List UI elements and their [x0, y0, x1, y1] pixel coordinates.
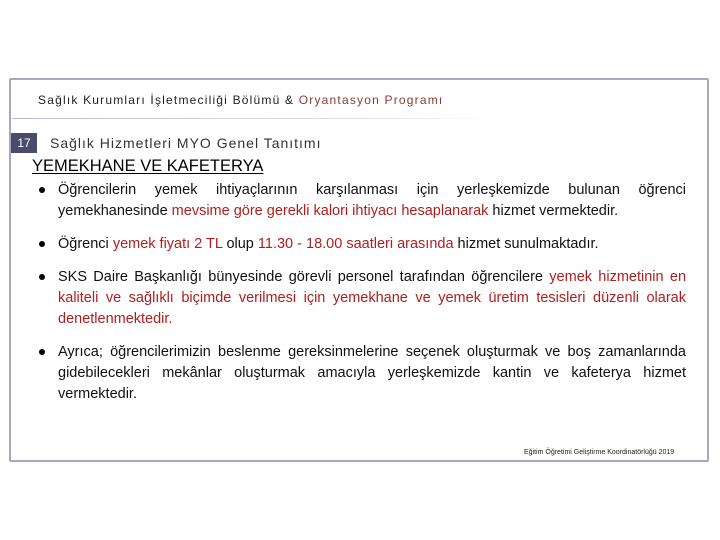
highlight-text: yemek fiyatı 2 TL: [112, 236, 223, 252]
header-title-accent: Oryantasyon Programı: [298, 93, 444, 107]
bullet-item: Öğrencilerin yemek ihtiyaçlarının karşılanması için yerleşkemizde bulunan öğrenci yemekhanesinde mevsime göre gerekli kalori ihtiyacı hesaplanarak hizmet vermektedir.: [36, 180, 686, 222]
highlight-text: 11.30 - 18.00 saatleri arasında: [257, 236, 454, 252]
bullet-item: Ayrıca; öğrencilerimizin beslenme gereksinmelerine seçenek oluşturmak ve boş zamanlarında gidebilecekleri mekânlar oluşturmak amacıyla yerleşkemizde kantin ve kafeterya hizmet vermektedir.: [36, 342, 686, 405]
header-divider: [12, 118, 492, 119]
highlight-text: mevsime göre gerekli kalori ihtiyacı hesaplanarak: [171, 203, 489, 219]
bullet-list: [36, 180, 686, 417]
highlight-text: yemek hizmetinin en kaliteli ve sağlıklı biçimde verilmesi için yemekhane ve yemek üretim tesisleri düzenli olarak denetlenmektedir.: [58, 269, 687, 327]
page-number-badge: 17: [11, 133, 37, 153]
bullet-dot-icon: [39, 241, 45, 247]
bullet-dot-icon: [39, 187, 45, 193]
section-title: YEMEKHANE VE KAFETERYA: [32, 157, 264, 175]
bullet-item: Öğrenci yemek fiyatı 2 TL olup 11.30 - 18.00 saatleri arasında hizmet sunulmaktadır.: [36, 234, 686, 255]
bullet-item: SKS Daire Başkanlığı bünyesinde görevli personel tarafından öğrencilere yemek hizmetinin en kaliteli ve sağlıklı biçimde verilmesi için yemekhane ve yemek üretim tesisleri düzenli olarak denetlenmektedir.: [36, 267, 686, 330]
bullet-dot-icon: [39, 274, 45, 280]
header-title-main: Sağlık Kurumları İşletmeciliği Bölümü &: [38, 93, 299, 107]
footer-note: Eğitim Öğretimi Geliştirme Koordinatörlüğü 2019: [524, 449, 675, 456]
header-title: [38, 93, 443, 107]
slide-subtitle: Sağlık Hizmetleri MYO Genel Tanıtımı: [50, 135, 322, 151]
bullet-dot-icon: [39, 349, 45, 355]
